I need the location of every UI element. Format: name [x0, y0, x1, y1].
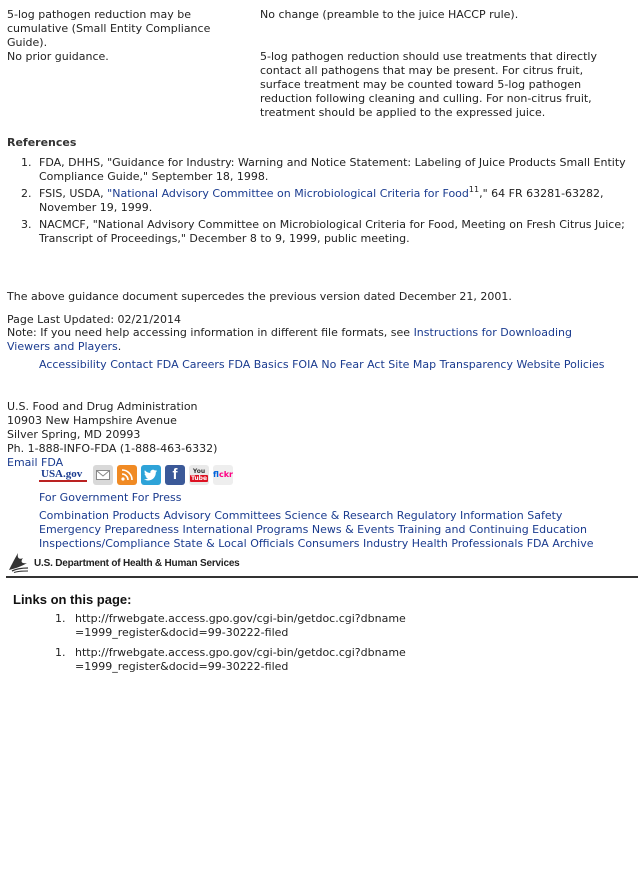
- state-local-officials-link[interactable]: State & Local Officials: [173, 537, 295, 550]
- table-left-top: 5-log pathogen reduction may be cumulative (Small Entity Compliance Guide).: [7, 8, 211, 49]
- usagov-logo[interactable]: [39, 465, 89, 485]
- list-item: [55, 612, 415, 640]
- links-on-page-title: Links on this page:: [13, 592, 132, 607]
- accessibility-note: [7, 326, 617, 354]
- emergency-preparedness-link[interactable]: Emergency Preparedness: [39, 523, 179, 536]
- link-number: 1.: [55, 646, 66, 659]
- social-icons-row: [39, 465, 233, 485]
- link-url[interactable]: http://frwebgate.access.gpo.gov/cgi-bin/getdoc.cgi?dbname=1999_register&docid=99-30222-filed: [75, 646, 406, 673]
- table-right-bottom: 5-log pathogen reduction should use treatments that directly contact all pathogens that may be present. For citrus fruit, surface treatment may be counted toward 5-log pathogen reduction following cleaning and culling. For non-citrus fruit, treatment should be applied to the expressed juice.: [260, 50, 597, 119]
- supersede-note: The above guidance document supercedes the previous version dated December 21, 2001.: [7, 290, 512, 303]
- fda-archive-link[interactable]: FDA Archive: [526, 537, 594, 550]
- table-left-bottom: No prior guidance.: [7, 50, 109, 63]
- hhs-label[interactable]: U.S. Department of Health & Human Services: [34, 558, 240, 569]
- email-fda-link[interactable]: Email FDA: [7, 456, 64, 469]
- health-professionals-link[interactable]: Health Professionals: [411, 537, 524, 550]
- inspections-compliance-link[interactable]: Inspections/Compliance: [39, 537, 171, 550]
- combination-products-link[interactable]: Combination Products: [39, 509, 160, 522]
- youtube-icon[interactable]: You Tube: [189, 465, 209, 485]
- topic-links-line-1: [39, 509, 562, 523]
- reference-text-post: ," 64 FR 63281-63282, November 19, 1999.: [39, 187, 604, 214]
- footnote-superscript: 11: [468, 185, 480, 194]
- contact-fda-link[interactable]: Contact FDA: [110, 358, 179, 371]
- audience-links: [39, 491, 181, 505]
- regulatory-information-link[interactable]: Regulatory Information: [396, 509, 524, 522]
- accessibility-link[interactable]: Accessibility: [39, 358, 107, 371]
- fda-basics-link[interactable]: FDA Basics: [228, 358, 289, 371]
- flickr-icon[interactable]: fl ckr: [213, 465, 233, 485]
- address-phone: Ph. 1-888-INFO-FDA (1-888-463-6332): [7, 442, 218, 455]
- nacmcf-link[interactable]: "National Advisory Committee on Microbiological Criteria for Food: [107, 187, 469, 200]
- references-heading: References: [7, 136, 77, 149]
- usagov-logo-text: USA.gov: [41, 468, 83, 480]
- site-map-link[interactable]: Site Map: [388, 358, 437, 371]
- address-street: 10903 New Hampshire Avenue: [7, 414, 177, 427]
- rss-icon[interactable]: [117, 465, 137, 485]
- for-press-link[interactable]: For Press: [131, 491, 182, 504]
- hhs-eagle-icon[interactable]: [6, 550, 30, 578]
- note-suffix: .: [117, 340, 122, 353]
- last-updated: Page Last Updated: 02/21/2014: [7, 313, 181, 326]
- references-list: [7, 156, 633, 249]
- reference-number: 2.: [21, 187, 32, 200]
- safety-link[interactable]: Safety: [527, 509, 563, 522]
- foia-link[interactable]: FOIA: [292, 358, 318, 371]
- reference-item: [7, 218, 633, 246]
- address-org: U.S. Food and Drug Administration: [7, 400, 198, 413]
- website-policies-link[interactable]: Website Policies: [516, 358, 605, 371]
- link-url[interactable]: http://frwebgate.access.gpo.gov/cgi-bin/getdoc.cgi?dbname=1999_register&docid=99-30222-filed: [75, 612, 406, 639]
- science-research-link[interactable]: Science & Research: [284, 509, 394, 522]
- facebook-icon[interactable]: f: [165, 465, 185, 485]
- transparency-link[interactable]: Transparency: [439, 358, 513, 371]
- training-education-link[interactable]: Training and Continuing Education: [397, 523, 587, 536]
- list-item: [55, 646, 415, 674]
- industry-link[interactable]: Industry: [362, 537, 409, 550]
- download-viewers-link[interactable]: Instructions for Downloading Viewers and Players: [7, 326, 572, 353]
- email-icon[interactable]: [93, 465, 113, 485]
- table-right-top: No change (preamble to the juice HACCP rule).: [260, 8, 519, 21]
- for-government-link[interactable]: For Government: [39, 491, 129, 504]
- no-fear-act-link[interactable]: No Fear Act: [321, 358, 385, 371]
- news-events-link[interactable]: News & Events: [311, 523, 395, 536]
- reference-number: 1.: [21, 156, 32, 169]
- advisory-committees-link[interactable]: Advisory Committees: [163, 509, 282, 522]
- topic-links-line-2: [39, 523, 587, 537]
- address-block: [7, 400, 217, 470]
- reference-item: [7, 156, 633, 184]
- reference-item: [7, 187, 633, 215]
- reference-text-pre: FSIS, USDA,: [39, 187, 108, 200]
- reference-text: FDA, DHHS, "Guidance for Industry: Warning and Notice Statement: Labeling of Juice Products Small Entity Compliance Guide," September 18, 1998.: [39, 156, 626, 183]
- link-number: 1.: [55, 612, 66, 625]
- hhs-banner: [6, 548, 638, 578]
- reference-text: NACMCF, "National Advisory Committee on Microbiological Criteria for Food, Meeting on Fresh Citrus Juice; Transcript of Proceedings," December 8 to 9, 1999, public meeting.: [39, 218, 625, 245]
- twitter-icon[interactable]: [141, 465, 161, 485]
- footer-links: [39, 358, 605, 372]
- address-city: Silver Spring, MD 20993: [7, 428, 141, 441]
- international-programs-link[interactable]: International Programs: [182, 523, 309, 536]
- careers-link[interactable]: Careers: [182, 358, 225, 371]
- reference-number: 3.: [21, 218, 32, 231]
- note-prefix: Note: If you need help accessing information in different file formats, see: [7, 326, 414, 339]
- consumers-link[interactable]: Consumers: [297, 537, 360, 550]
